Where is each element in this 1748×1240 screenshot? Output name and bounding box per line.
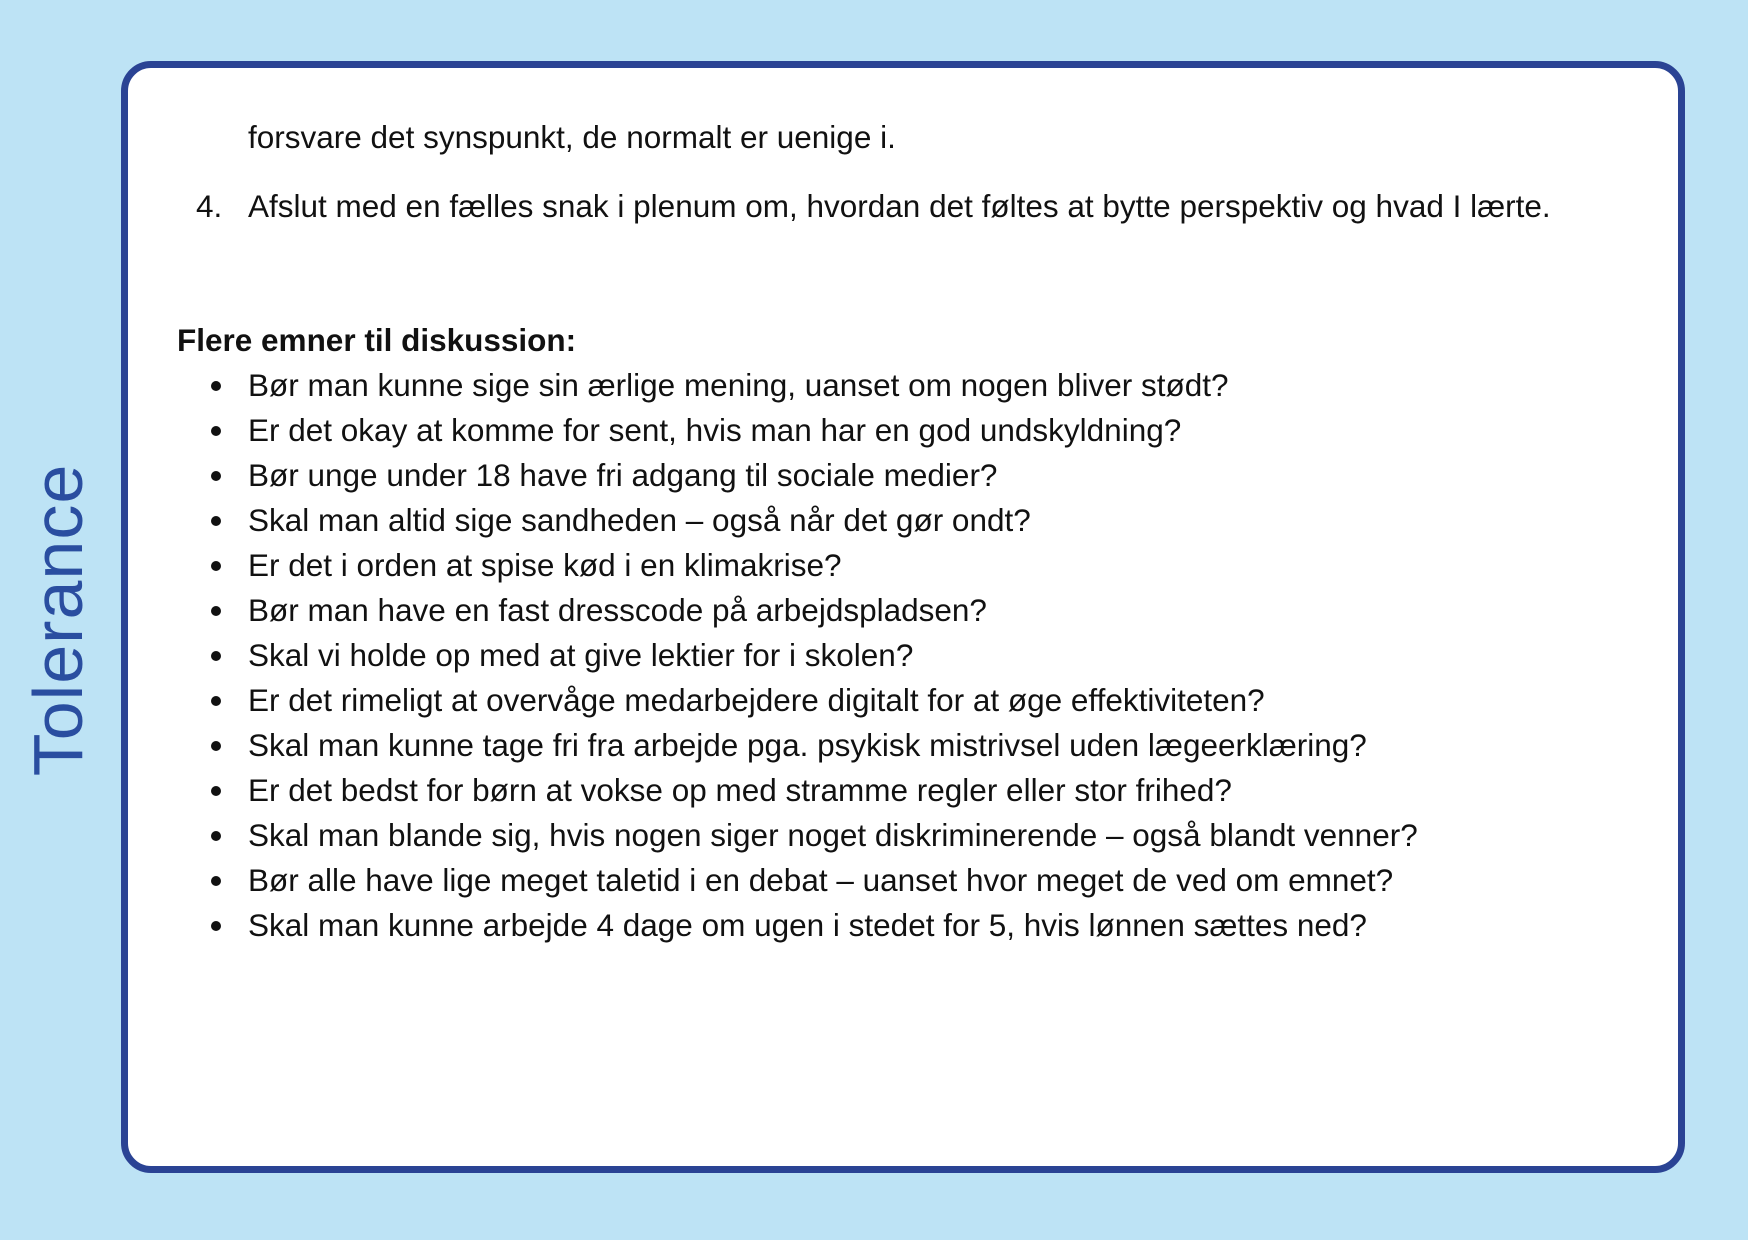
- bullet-icon: [211, 516, 221, 526]
- bullet-icon: [211, 381, 221, 391]
- bullet-icon: [211, 651, 221, 661]
- step-text: Afslut med en fælles snak i plenum om, hvordan det føltes at bytte perspektiv og hvad I lærte.: [248, 188, 1551, 224]
- bullet-icon: [211, 561, 221, 571]
- side-title: Tolerance: [19, 463, 97, 777]
- card-content: forsvare det synspunkt, de normalt er uenige i. 4. Afslut med en fælles snak i plenum om, hvordan det føltes at bytte perspektiv og hvad I lærte. Flere emner til diskussion: Bør man kunne sige sin ærlige mening, uanset om nogen bliver stødt? Er det okay at komme for sent, hvis man har en god undskyldning? Bør unge under 18 have fri adgang til sociale medier? Skal man altid sige sandheden – også når det gør ondt? Er det i orden at spise kød i en klimakrise? Bør man have en fast dresscode på arbejdspladsen? Skal vi holde op med at give lektier for i skolen? Er det rimeligt at overvåge medarbejdere digitalt for at øge effektiviteten? Skal man kunne tage fri fra arbejde pga. psykisk mistrivsel uden lægeerklæring? Er det bedst for børn at vokse op med stramme regler eller stor frihed? Skal man blande sig, hvis nogen siger noget diskriminerende – også blandt venner? Bør alle have lige meget taletid i en debat – uanset hvor meget de ved om emnet? Skal man kunne arbejde 4 dage om ugen i stedet for 5, hvis lønnen sættes ned?: [128, 68, 1678, 1166]
- bullet-icon: [211, 426, 221, 436]
- bullet-icon: [211, 786, 221, 796]
- bullet-icon: [211, 696, 221, 706]
- bullet-icon: [211, 471, 221, 481]
- content-card: [121, 61, 1685, 1173]
- bullet-icon: [211, 741, 221, 751]
- numbered-step: [196, 184, 1578, 229]
- bullet-icon: [211, 876, 221, 886]
- topics-heading: Flere emner til diskussion:: [177, 322, 577, 358]
- step-number: 4.: [196, 188, 223, 224]
- bullet-icon: [211, 831, 221, 841]
- continued-step-text: forsvare det synspunkt, de normalt er uenige i.: [248, 119, 896, 155]
- bullet-icon: [211, 606, 221, 616]
- bullet-icon: [211, 921, 221, 931]
